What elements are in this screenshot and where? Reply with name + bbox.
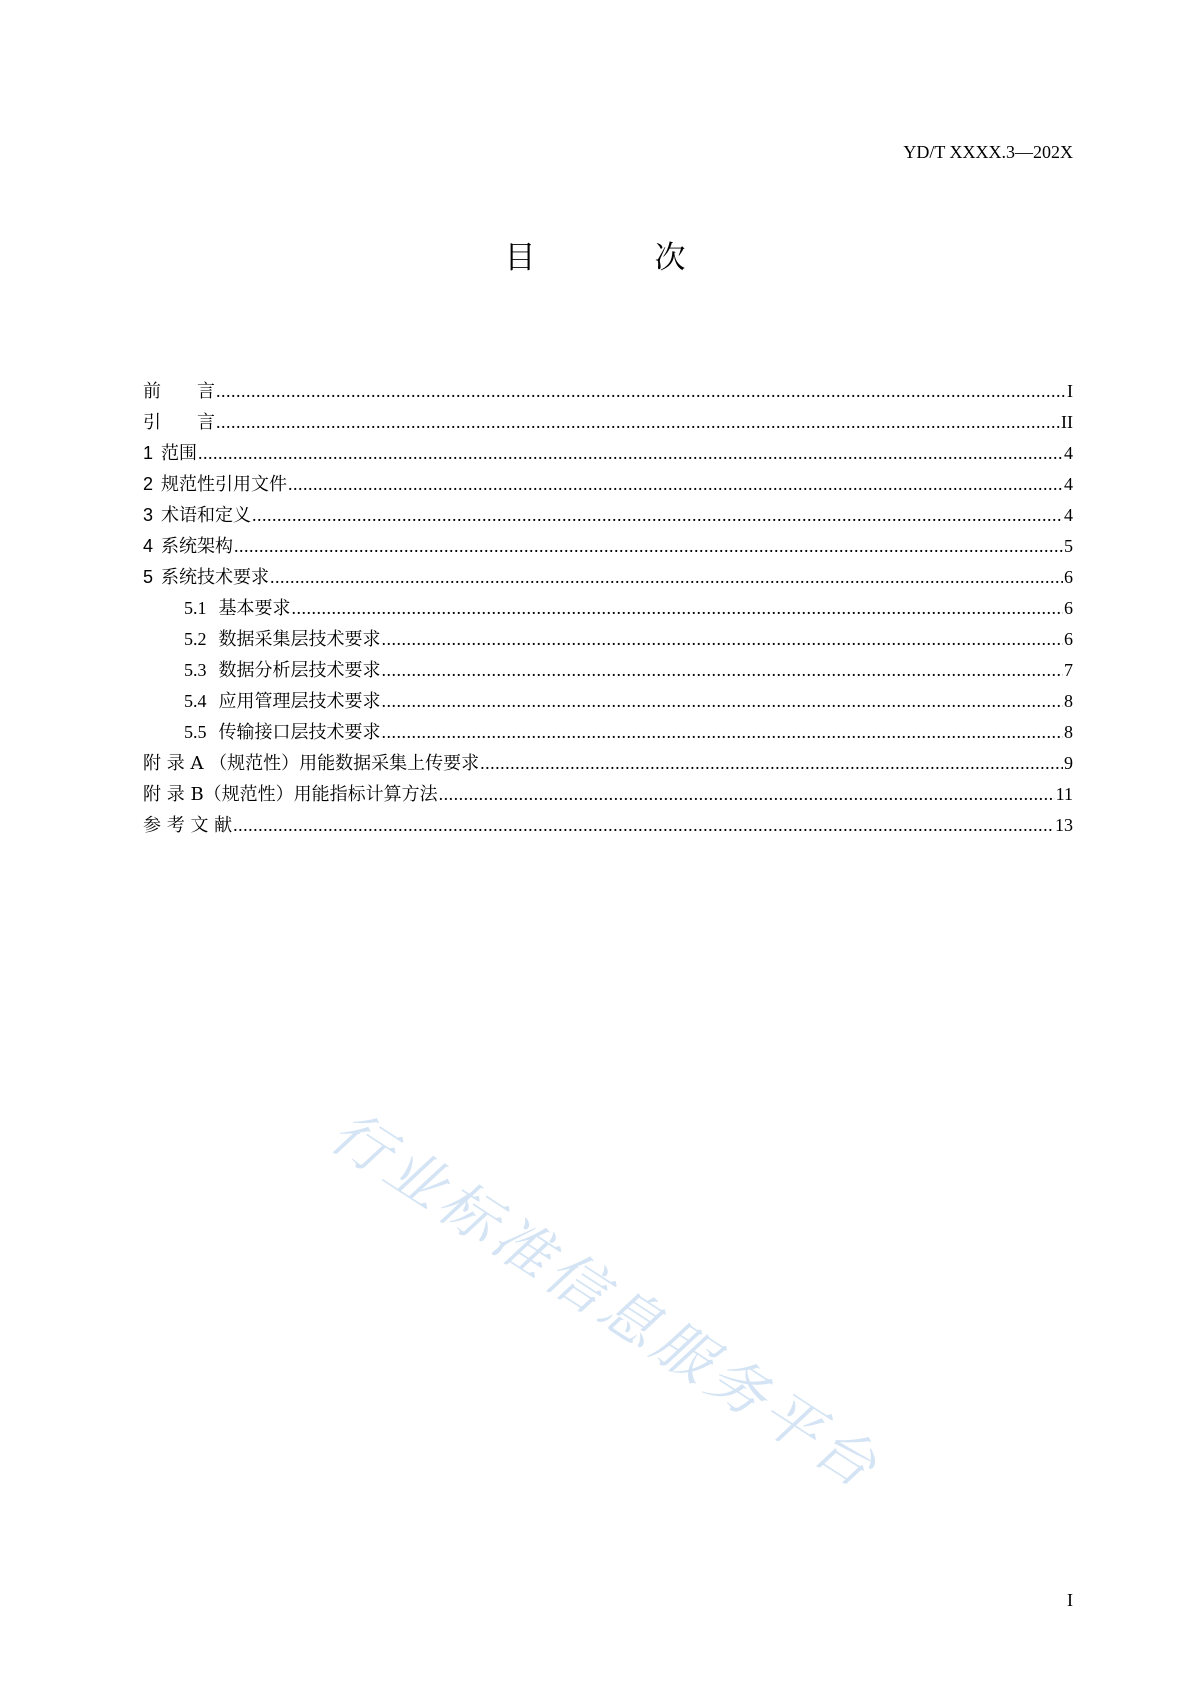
toc-entry-page: 8: [1064, 722, 1073, 742]
toc-entry-page: 6: [1064, 629, 1073, 649]
toc-dot-leader: [233, 810, 1054, 841]
toc-entry-page: 8: [1064, 691, 1073, 711]
toc-entry-page: II: [1061, 412, 1073, 432]
toc-entry-label: [184, 593, 291, 624]
toc-entry-label: [143, 748, 479, 779]
toc-entry-title: 应用管理层技术要求: [218, 691, 381, 712]
toc-entry-label: [143, 531, 233, 562]
toc-entry-number: 3: [143, 505, 154, 525]
toc-entry-number: 5: [143, 567, 154, 587]
toc-entry-number: 5.4: [184, 691, 207, 711]
toc-dot-leader: [292, 593, 1064, 624]
toc-entry-label: [184, 686, 381, 717]
toc-entry-page: 6: [1064, 567, 1073, 587]
toc-entry-page: 13: [1055, 815, 1073, 835]
toc-entry-number: 1: [143, 443, 154, 463]
toc-dot-leader: [216, 376, 1066, 407]
toc-entry-title: 系统架构: [161, 536, 234, 557]
toc-entry-title: 参 考 文 献: [143, 815, 233, 836]
toc-entry-page: I: [1067, 381, 1073, 401]
toc-entry-label: [143, 500, 251, 531]
toc-entry-title: 传输接口层技术要求: [218, 722, 381, 743]
toc-entry[interactable]: [143, 810, 1073, 841]
document-code: YD/T XXXX.3—202X: [903, 142, 1073, 162]
toc-entry-number: 2: [143, 474, 154, 494]
toc-entry-number: 5.2: [184, 629, 207, 649]
toc-entry-label: [143, 407, 215, 438]
toc-entry-title: 系统技术要求: [161, 567, 270, 588]
toc-entry-label: [184, 717, 381, 748]
toc-entry-title: 数据采集层技术要求: [218, 629, 381, 650]
toc-dot-leader: [382, 655, 1064, 686]
toc-entry-title: 范围: [161, 443, 198, 464]
toc-dot-leader: [216, 407, 1060, 438]
toc-entry-label: [143, 438, 197, 469]
toc-entry-number: 4: [143, 536, 154, 556]
toc-entry-title: 附 录 A （规范性）用能数据采集上传要求: [143, 753, 480, 774]
toc-entry-page: 9: [1064, 753, 1073, 773]
toc-entry-label: [143, 779, 438, 810]
toc-entry-title: 前 言: [143, 381, 215, 402]
toc-entry[interactable]: [143, 655, 1073, 686]
toc-dot-leader: [198, 438, 1063, 469]
watermark: 行业标准信息服务平台: [318, 1097, 893, 1504]
toc-entry-page: 11: [1055, 784, 1073, 804]
toc-entry-page: 4: [1064, 505, 1073, 525]
toc-entry-number: 5.5: [184, 722, 207, 742]
toc-dot-leader: [480, 748, 1063, 779]
toc-entry-label: [143, 810, 232, 841]
toc-entry[interactable]: [143, 438, 1073, 469]
toc-entry-number: 5.3: [184, 660, 207, 680]
toc-dot-leader: [252, 500, 1063, 531]
toc-entry-page: 7: [1064, 660, 1073, 680]
toc-entry[interactable]: [143, 779, 1073, 810]
toc-entry[interactable]: [143, 562, 1073, 593]
table-of-contents: [143, 376, 1073, 841]
toc-entry[interactable]: [143, 407, 1073, 438]
toc-entry-page: 6: [1064, 598, 1073, 618]
toc-entry-title: 基本要求: [218, 598, 291, 619]
toc-dot-leader: [382, 624, 1064, 655]
toc-entry-title: 引 言: [143, 412, 215, 433]
toc-entry[interactable]: [143, 748, 1073, 779]
toc-entry-label: [143, 469, 287, 500]
toc-entry[interactable]: [143, 531, 1073, 562]
toc-entry[interactable]: [143, 500, 1073, 531]
toc-entry[interactable]: [143, 686, 1073, 717]
toc-dot-leader: [288, 469, 1063, 500]
toc-entry-number: 5.1: [184, 598, 207, 618]
toc-dot-leader: [439, 779, 1055, 810]
toc-entry-title: 数据分析层技术要求: [218, 660, 381, 681]
toc-dot-leader: [234, 531, 1063, 562]
toc-entry-label: [184, 624, 381, 655]
toc-title: 目 次: [504, 240, 730, 276]
toc-entry-label: [143, 376, 215, 407]
toc-entry[interactable]: [143, 376, 1073, 407]
toc-entry-label: [184, 655, 381, 686]
toc-dot-leader: [382, 686, 1064, 717]
toc-entry-page: 5: [1064, 536, 1073, 556]
toc-entry[interactable]: [143, 717, 1073, 748]
toc-entry-title: 规范性引用文件: [161, 474, 288, 495]
toc-dot-leader: [270, 562, 1063, 593]
page-number: I: [1067, 1590, 1073, 1610]
toc-dot-leader: [382, 717, 1064, 748]
toc-entry-title: 附 录 B（规范性）用能指标计算方法: [143, 784, 438, 805]
toc-entry[interactable]: [143, 624, 1073, 655]
toc-entry-page: 4: [1064, 474, 1073, 494]
toc-entry-label: [143, 562, 269, 593]
toc-entry[interactable]: [143, 593, 1073, 624]
toc-entry-page: 4: [1064, 443, 1073, 463]
toc-entry-title: 术语和定义: [161, 505, 252, 526]
toc-entry[interactable]: [143, 469, 1073, 500]
